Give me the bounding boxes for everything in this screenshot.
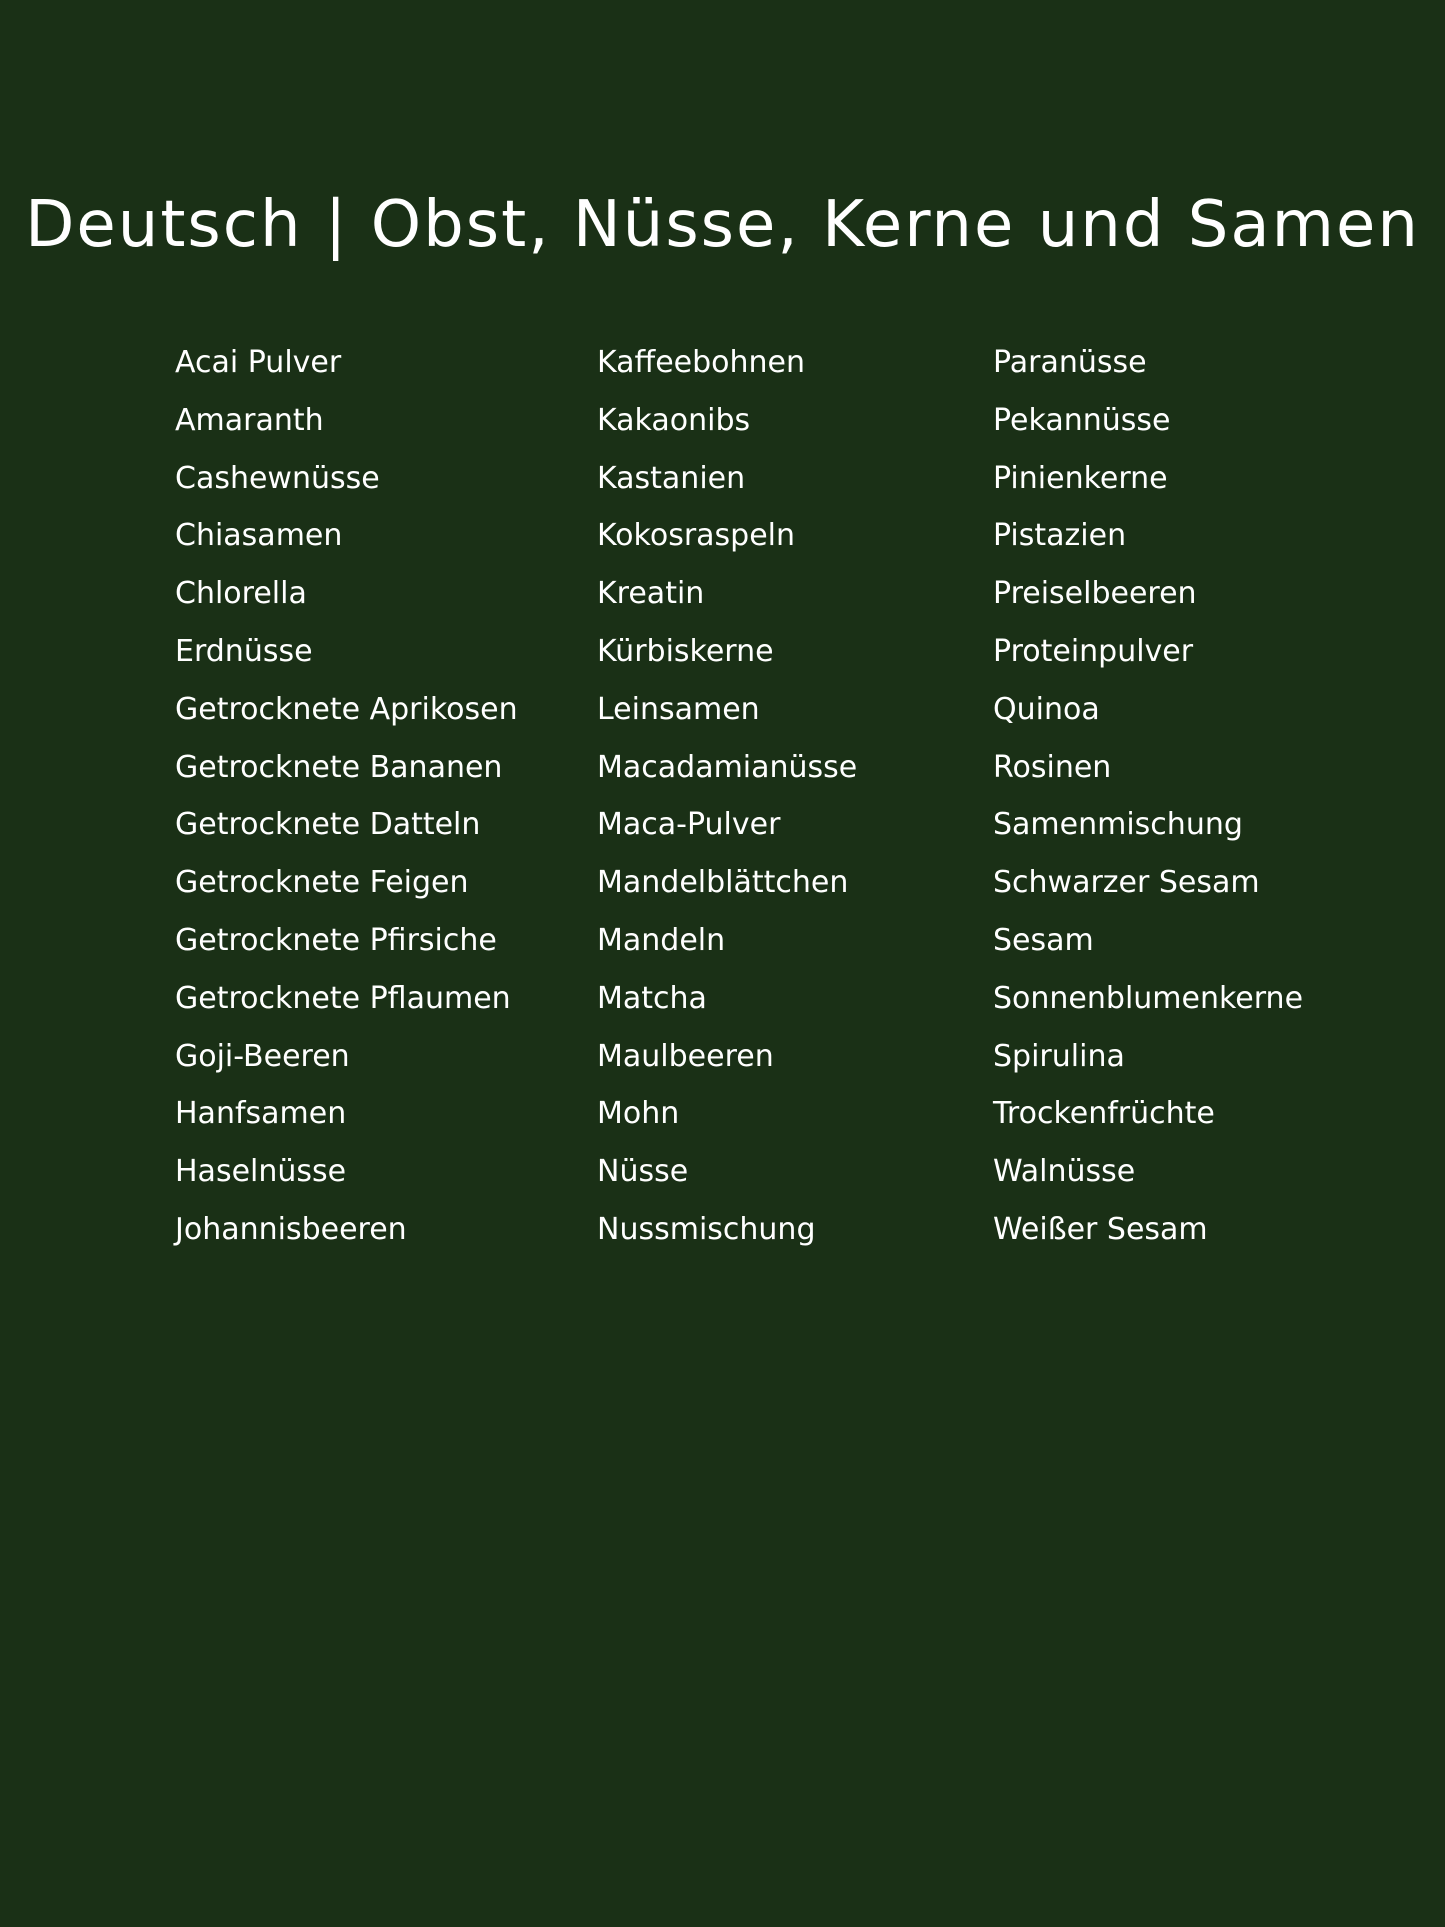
- list-item: Getrocknete Pflaumen: [175, 980, 511, 1016]
- list-item: Matcha: [597, 980, 707, 1016]
- list-item: Macadamianüsse: [597, 749, 858, 785]
- item-list-column-2: [597, 334, 857, 1259]
- list-item: Spirulina: [993, 1038, 1125, 1074]
- page-title: Deutsch | Obst, Nüsse, Kerne und Samen: [25, 188, 1420, 262]
- list-item: Hanfsamen: [175, 1096, 347, 1132]
- list-item: Getrocknete Pfirsiche: [175, 922, 497, 958]
- list-item: Chlorella: [175, 576, 307, 612]
- list-item: Preiselbeeren: [993, 576, 1197, 612]
- list-item: Mandelblättchen: [597, 865, 849, 901]
- list-item: Haselnüsse: [175, 1154, 347, 1190]
- list-item: Erdnüsse: [175, 633, 313, 669]
- list-item: Getrocknete Bananen: [175, 749, 503, 785]
- list-item: Walnüsse: [993, 1154, 1136, 1190]
- list-item: Kastanien: [597, 460, 746, 496]
- list-item: Leinsamen: [597, 691, 760, 727]
- list-item: Kokosraspeln: [597, 518, 796, 554]
- list-item: Goji-Beeren: [175, 1038, 350, 1074]
- list-item: Johannisbeeren: [175, 1211, 407, 1247]
- list-item: Kakaonibs: [597, 402, 751, 438]
- list-item: Amaranth: [175, 402, 324, 438]
- list-item: Rosinen: [993, 749, 1112, 785]
- list-item: Mohn: [597, 1096, 680, 1132]
- list-item: Nussmischung: [597, 1211, 816, 1247]
- list-item: Getrocknete Aprikosen: [175, 691, 518, 727]
- list-item: Pistazien: [993, 518, 1127, 554]
- list-item: Getrocknete Feigen: [175, 865, 469, 901]
- list-item: Mandeln: [597, 922, 726, 958]
- list-item: Samenmischung: [993, 807, 1243, 843]
- list-item: Sesam: [993, 922, 1094, 958]
- list-item: Weißer Sesam: [993, 1211, 1208, 1247]
- list-item: Nüsse: [597, 1154, 689, 1190]
- list-item: Maulbeeren: [597, 1038, 774, 1074]
- list-item: Schwarzer Sesam: [993, 865, 1260, 901]
- list-item: Sonnenblumenkerne: [993, 980, 1304, 1016]
- list-item: Pekannüsse: [993, 402, 1171, 438]
- list-item: Maca-Pulver: [597, 807, 781, 843]
- list-item: Quinoa: [993, 691, 1100, 727]
- list-item: Cashewnüsse: [175, 460, 380, 496]
- list-item: Getrocknete Datteln: [175, 807, 481, 843]
- list-item: Proteinpulver: [993, 633, 1194, 669]
- list-item: Kürbiskerne: [597, 633, 774, 669]
- list-item: Kaffeebohnen: [597, 345, 806, 380]
- list-item: Kreatin: [597, 576, 705, 612]
- list-item: Pinienkerne: [993, 460, 1168, 496]
- item-list-column-1: [175, 334, 518, 1259]
- list-item: Paranüsse: [993, 345, 1147, 380]
- list-item: Acai Pulver: [175, 345, 342, 380]
- list-item: Chiasamen: [175, 518, 343, 554]
- list-item: Trockenfrüchte: [993, 1096, 1215, 1132]
- item-list-column-3: [993, 334, 1303, 1259]
